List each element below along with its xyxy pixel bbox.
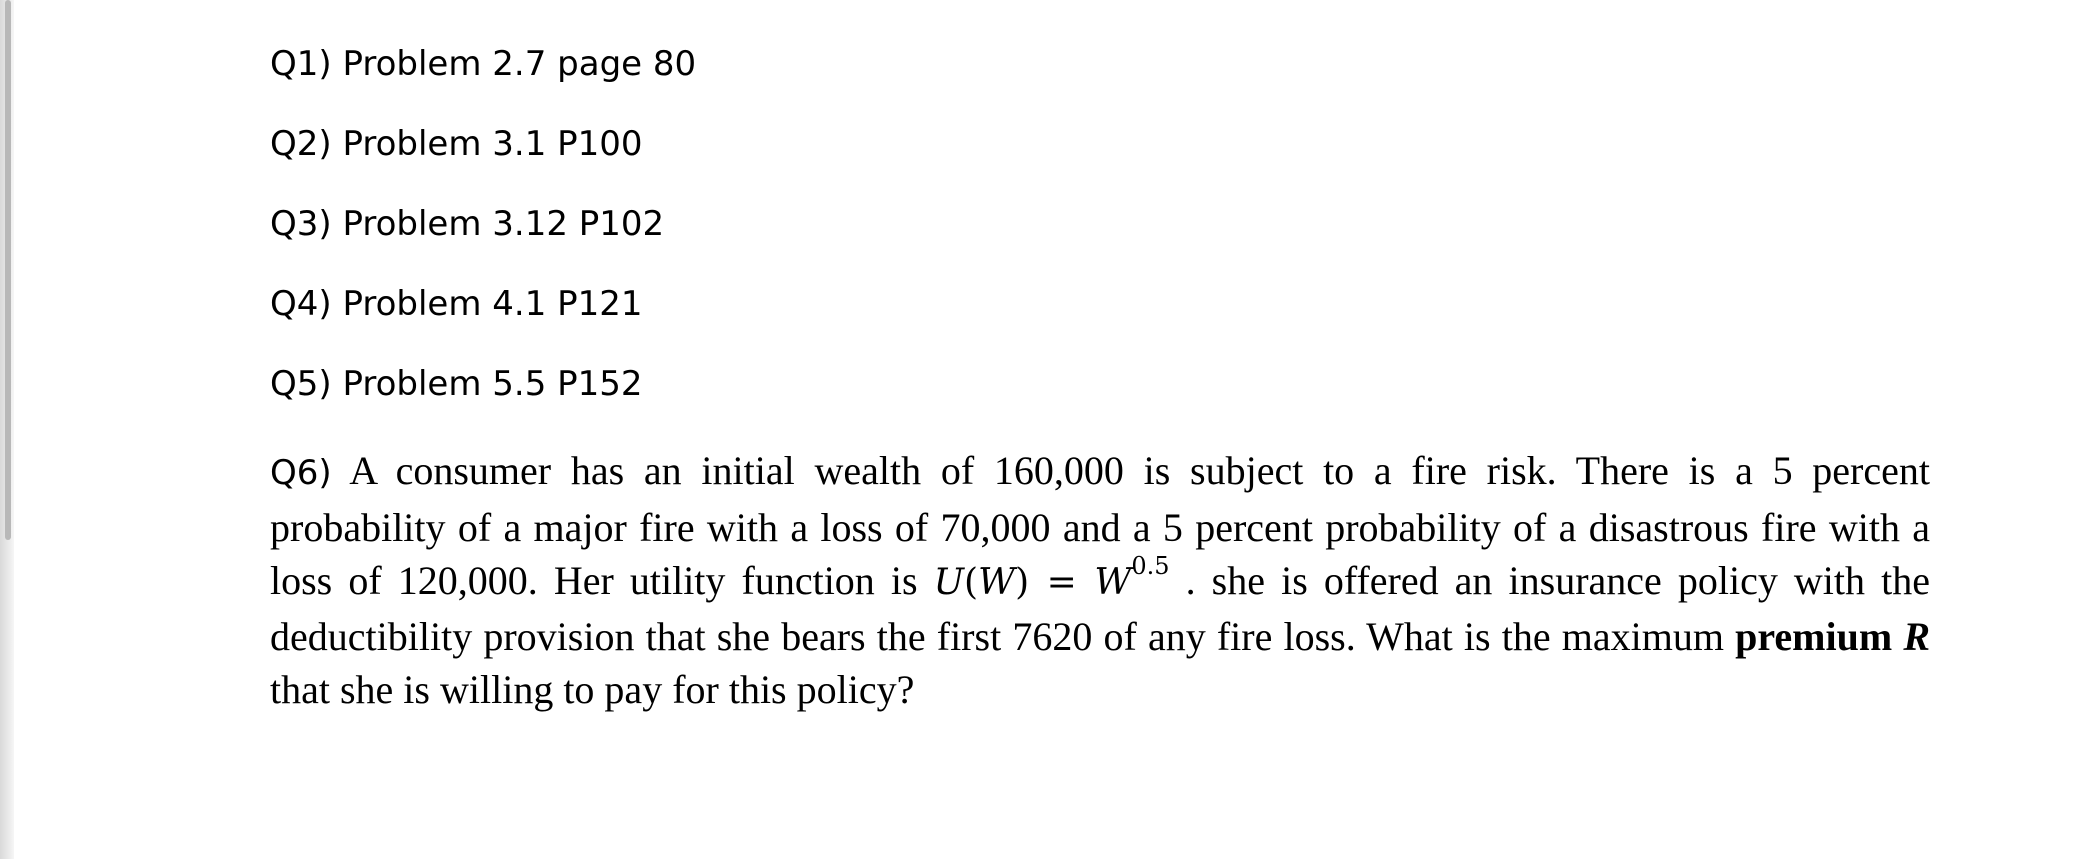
vertical-scrollbar[interactable] [5,0,11,540]
question-6-text-part1: A consumer has an initial wealth of 160,000 is subject to a fire risk. There is a 5 percent probability of a major fire with a loss of 70,000 and a 5 percent probability of a disastrous fire with a loss of 120,000. Her utility function is [270,448,1930,603]
premium-word: premium [1735,613,1893,659]
question-4: Q4) Problem 4.1 P121 [270,284,643,324]
question-1: Q1) Problem 2.7 page 80 [270,44,697,84]
formula-equals: = [1029,562,1095,603]
formula-exponent: 0.5 [1131,552,1170,580]
formula-open-paren: ( [964,562,979,603]
question-2: Q2) Problem 3.1 P100 [270,124,643,164]
question-6 [270,444,1930,717]
premium-variable: R [1903,613,1931,659]
formula-base: W [1094,562,1132,603]
question-6-label: Q6) [270,453,332,493]
document-body [270,44,1930,717]
formula-arg: W [978,562,1016,603]
formula-lhs: U [933,562,964,603]
question-5: Q5) Problem 5.5 P152 [270,364,643,404]
question-3: Q3) Problem 3.12 P102 [270,204,665,244]
formula-close-paren: ) [1015,562,1030,603]
question-6-text-part3: that she is willing to pay for this policy? [270,667,915,712]
utility-formula [933,552,1170,603]
question-6-text-part2: . she is offered an insurance policy with the deductibility provision that she bears the first 7620 of any fire loss. What is the maximum [270,558,1930,659]
